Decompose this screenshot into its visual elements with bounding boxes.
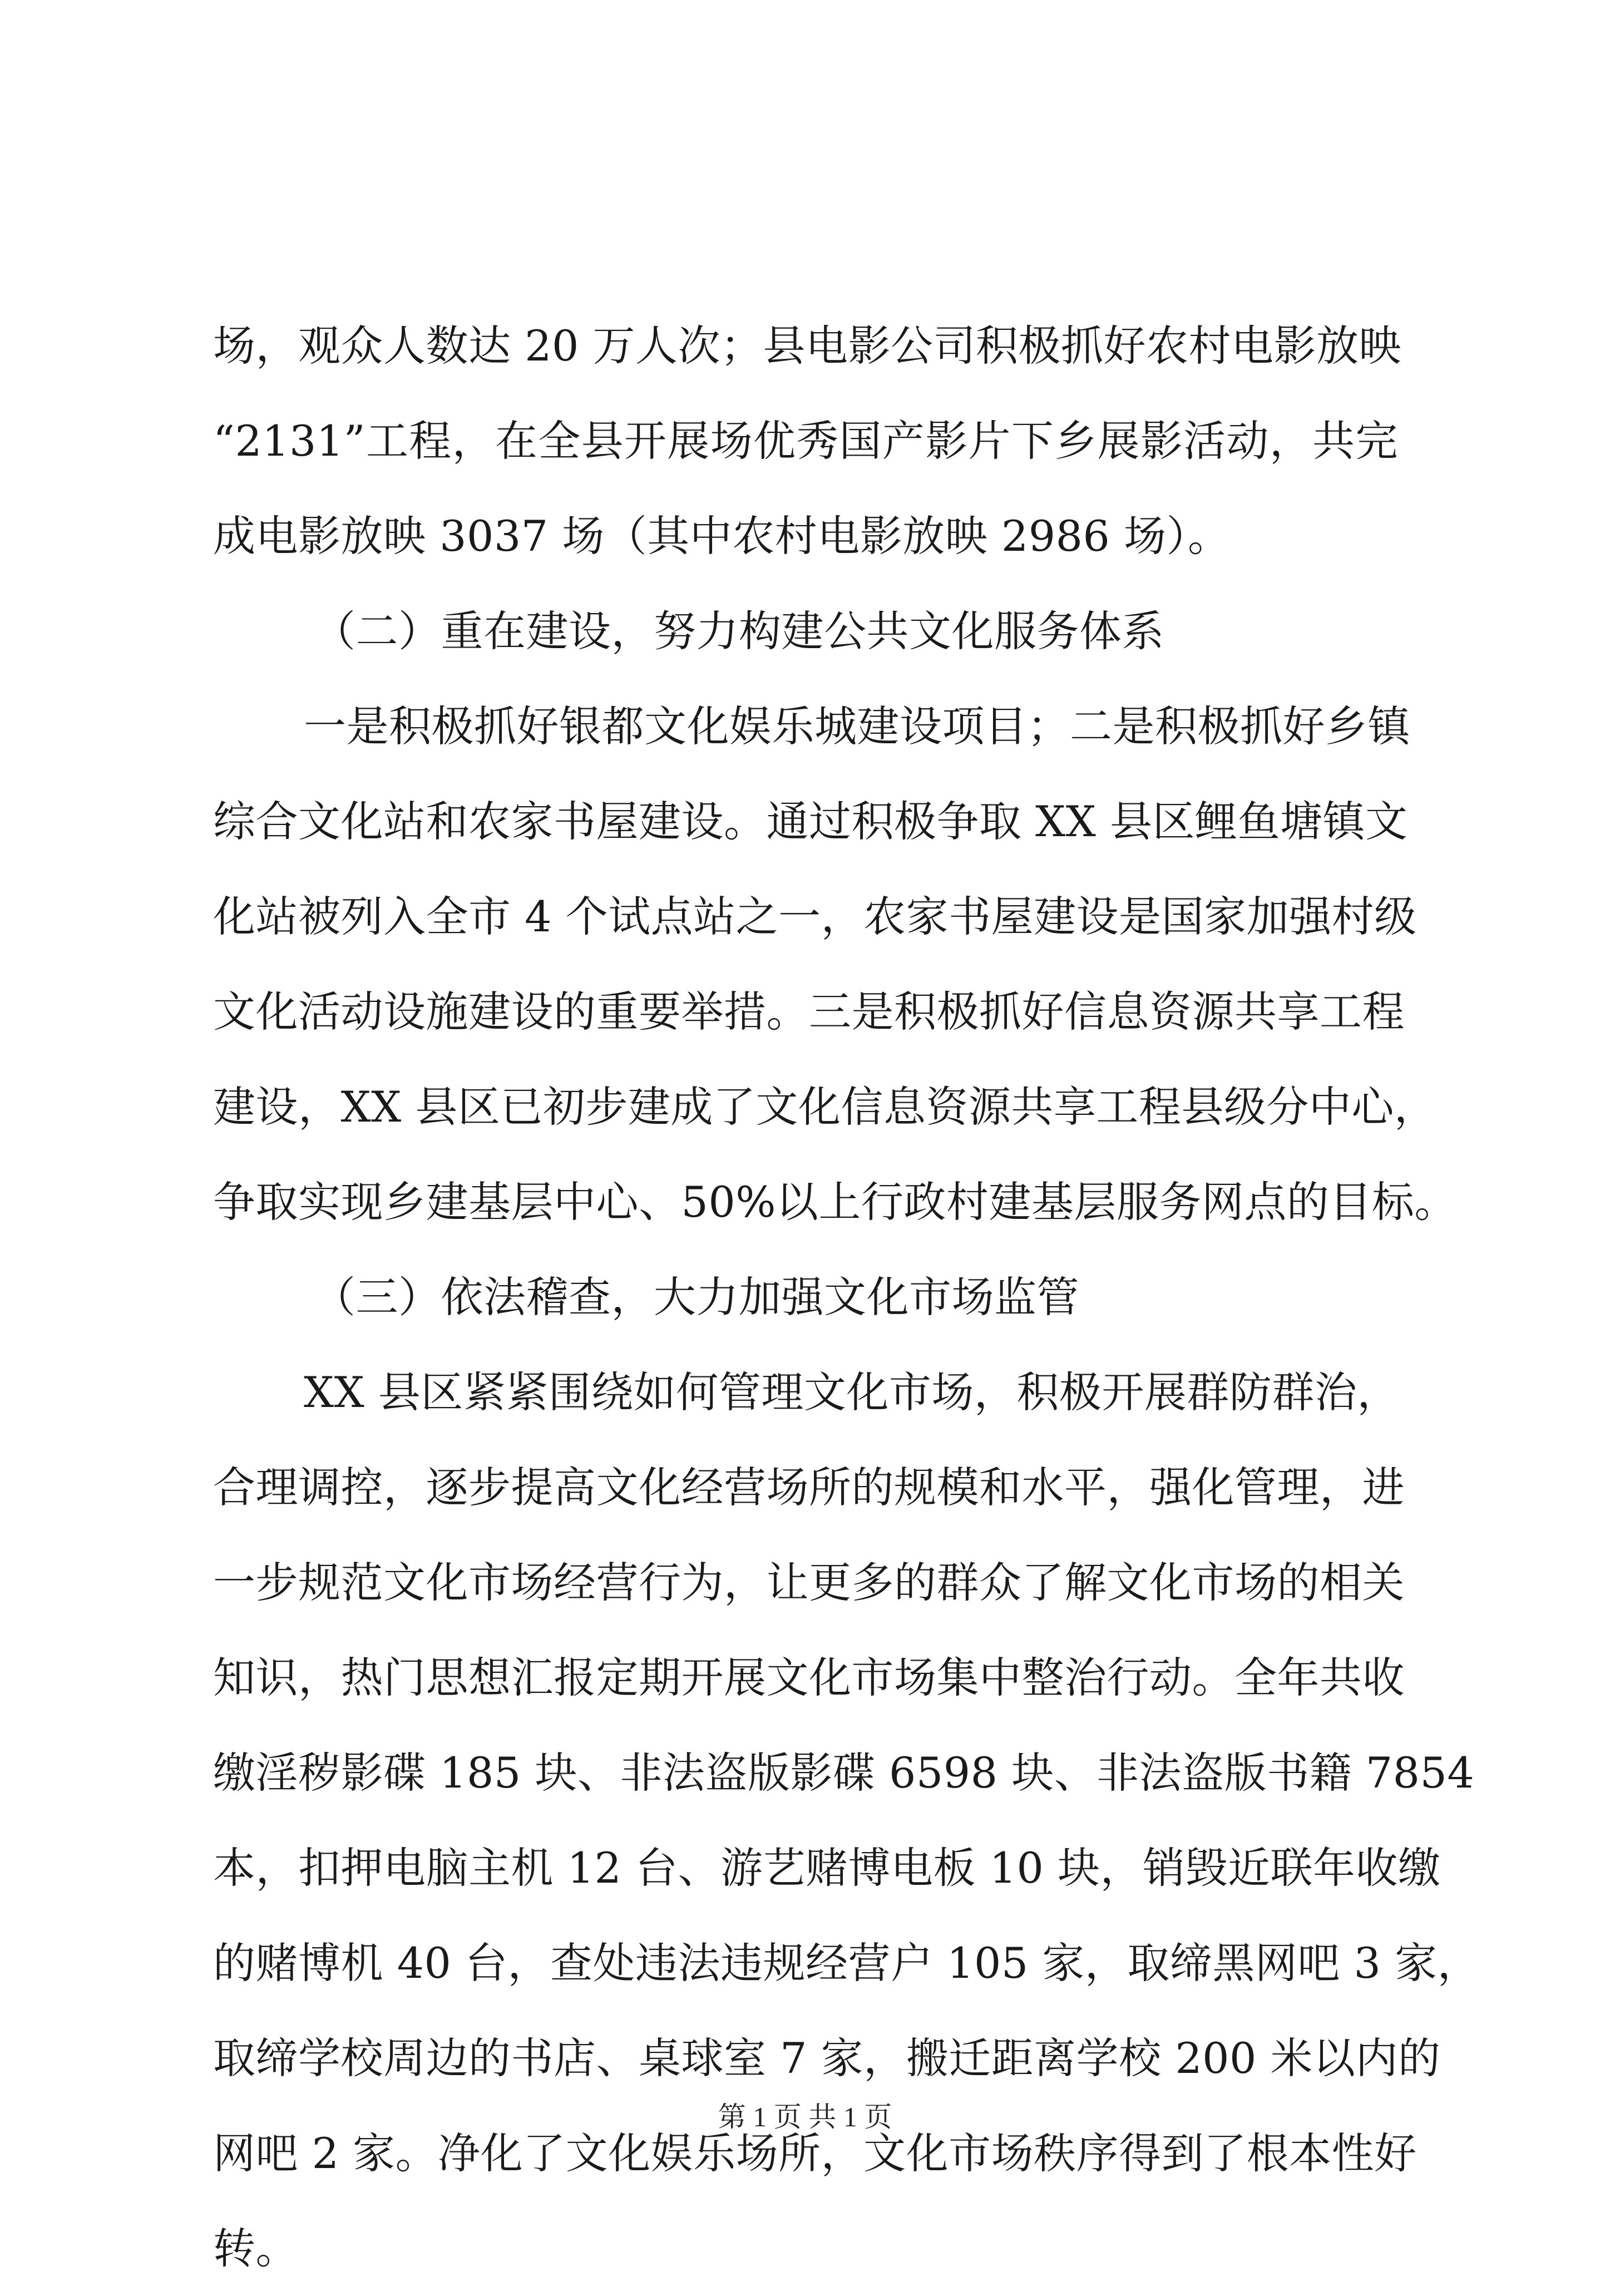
paragraph-line: 知识，热门思想汇报定期开展文化市场集中整治行动。全年共收 — [213, 1653, 1405, 1702]
paragraph-line: 本，扣押电脑主机 12 台、游艺赌博电板 10 块，销毁近联年收缴 — [213, 1843, 1441, 1893]
paragraph-line: 转。 — [213, 2224, 298, 2273]
paragraph-line: 化站被列入全市 4 个试点站之一，农家书屋建设是国家加强村级 — [213, 892, 1417, 941]
paragraph-line: XX 县区紧紧围绕如何管理文化市场，积极开展群防群治， — [304, 1367, 1400, 1417]
paragraph-line: 成电影放映 3037 场（其中农村电影放映 2986 场）。 — [213, 511, 1231, 561]
paragraph-line: 场，观众人数达 20 万人次；县电影公司积极抓好农村电影放映 — [213, 321, 1402, 371]
paragraph-line: 的赌博机 40 台，查处违法违规经营户 105 家，取缔黑网吧 3 家， — [213, 1938, 1480, 1988]
paragraph-line: 综合文化站和农家书屋建设。通过积极争取 XX 县区鲤鱼塘镇文 — [213, 797, 1408, 846]
paragraph-line: 文化活动设施建设的重要举措。三是积极抓好信息资源共享工程 — [213, 987, 1405, 1036]
paragraph-line: 建设，XX 县区已初步建成了文化信息资源共享工程县级分中心， — [213, 1082, 1437, 1132]
paragraph-line: 一步规范文化市场经营行为，让更多的群众了解文化市场的相关 — [213, 1558, 1405, 1607]
paragraph-line: “2131”工程，在全县开展场优秀国产影片下乡展影活动，共完 — [213, 416, 1398, 466]
paragraph-line: 网吧 2 家。净化了文化娱乐场所，文化市场秩序得到了根本性好 — [213, 2129, 1417, 2178]
page-footer: 第 1 页 共 1 页 — [718, 2101, 892, 2132]
document-body — [213, 298, 1480, 2296]
paragraph-line: 合理调控，逐步提高文化经营场所的规模和水平，强化管理，进 — [213, 1463, 1405, 1512]
paragraph-line: 缴淫秽影碟 185 块、非法盗版影碟 6598 块、非法盗版书籍 7854 — [213, 1748, 1475, 1798]
section-heading: （三）依法稽查，大力加强文化市场监管 — [313, 1272, 1079, 1322]
paragraph-line: 一是积极抓好银都文化娱乐城建设项目；二是积极抓好乡镇 — [304, 702, 1410, 751]
section-heading: （二）重在建设，努力构建公共文化服务体系 — [313, 606, 1164, 656]
paragraph-line: 争取实现乡建基层中心、50%以上行政村建基层服务网点的目标。 — [213, 1177, 1457, 1227]
paragraph-line: 取缔学校周边的书店、桌球室 7 家，搬迁距离学校 200 米以内的 — [213, 2033, 1441, 2083]
